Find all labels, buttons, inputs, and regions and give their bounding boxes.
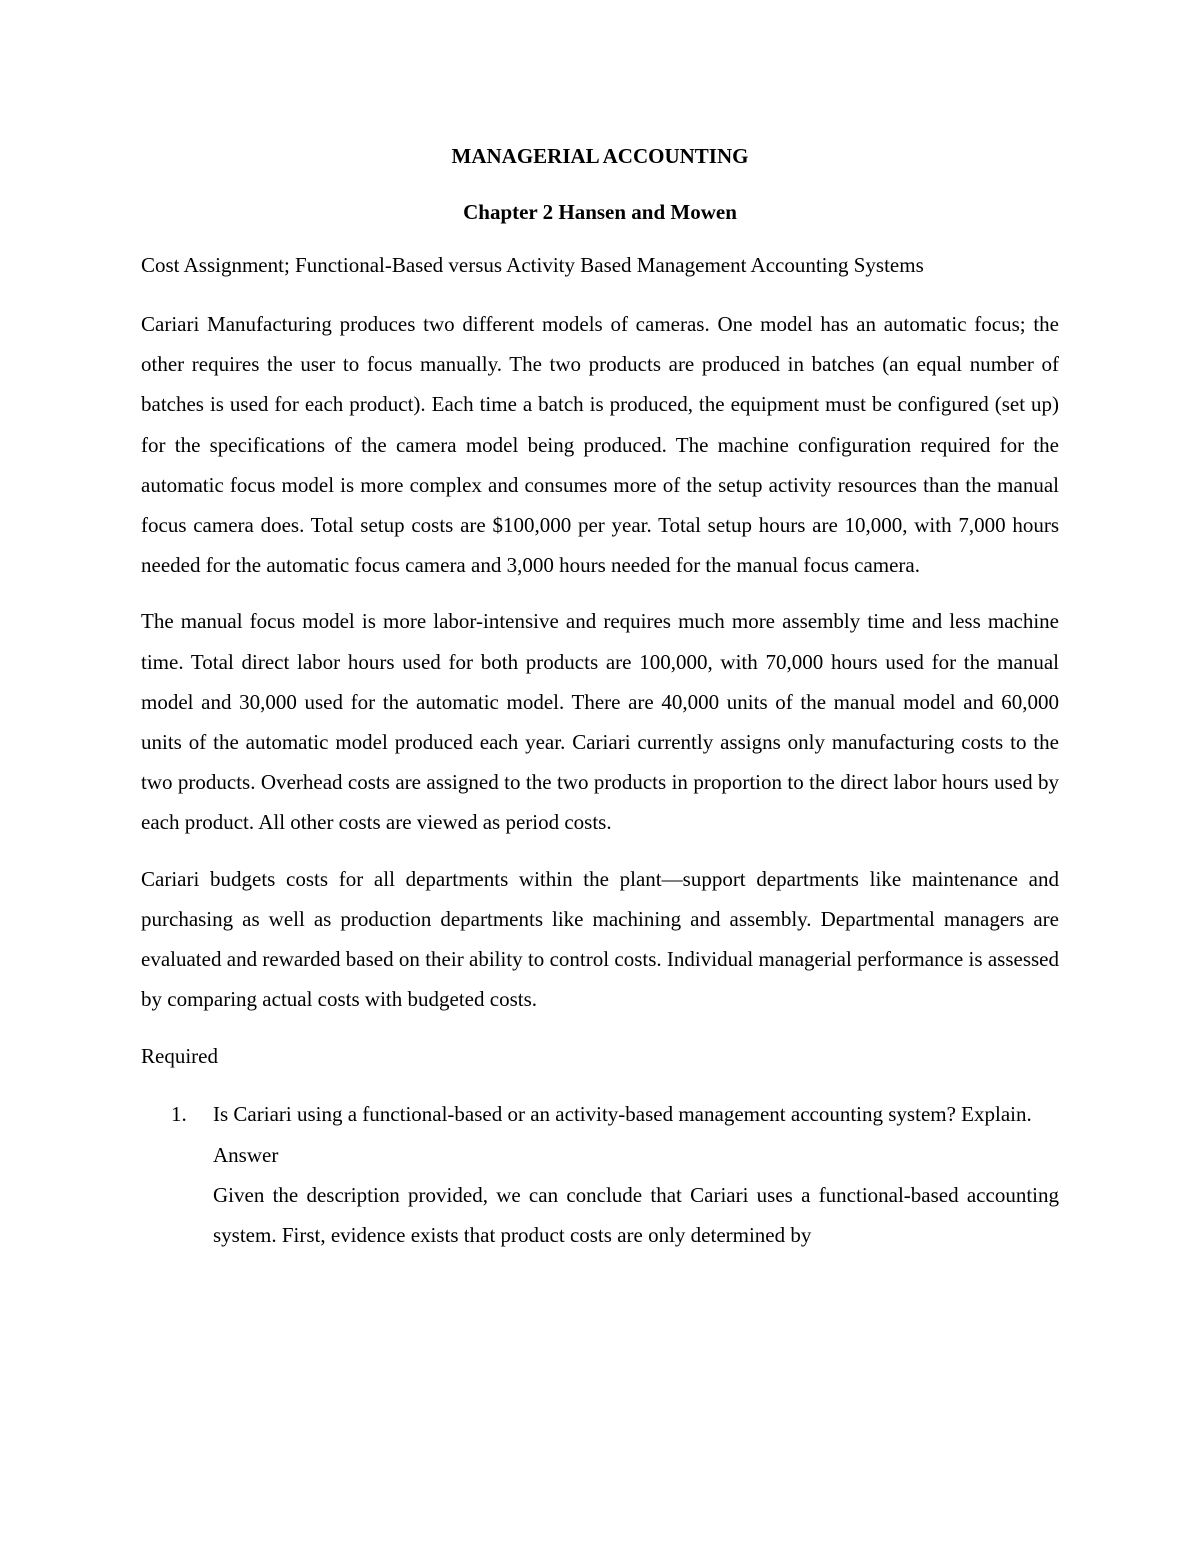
answer-label: Answer (213, 1142, 279, 1167)
paragraph-cariari-intro: Cariari Manufacturing produces two different models of cameras. One model has an automatic focus; the other requires the user to focus manually. The two products are produced in batches (an equal number of batches is used for each product). Each time a batch is produced, the equipment must be configured (set up) for the specifications of the camera model being produced. The machine configuration required for the automatic focus model is more complex and consumes more of the setup activity resources than the manual focus camera does. Total setup costs are $100,000 per year. Total setup hours are 10,000, with 7,000 hours needed for the automatic focus camera and 3,000 hours needed for the manual focus camera. (141, 312, 1059, 578)
question-text: Is Cariari using a functional-based or an activity-based management accounting system? Explain. (213, 1102, 1032, 1127)
topic-line: Cost Assignment; Functional-Based versus Activity Based Management Accounting Systems (141, 253, 924, 277)
question-number: 1. (171, 1102, 187, 1127)
chapter-subtitle: Chapter 2 Hansen and Mowen (463, 200, 737, 224)
required-heading: Required (141, 1044, 218, 1069)
paragraph-budgets: Cariari budgets costs for all departments within the plant—support departments like maintenance and purchasing as well as production departments like machining and assembly. Departmental managers are evaluated and rewarded based on their ability to control costs. Individual managerial performance is assessed by comparing actual costs with budgeted costs. (141, 866, 1059, 1012)
answer-text: Given the description provided, we can conclude that Cariari uses a functional-based accounting system. First, evidence exists that product costs are only determined by (213, 1182, 1059, 1248)
document-page (141, 140, 1059, 1255)
question-item (141, 1094, 1059, 1255)
document-title: MANAGERIAL ACCOUNTING (451, 144, 749, 168)
paragraph-labor-hours: The manual focus model is more labor-intensive and requires much more assembly time and less machine time. Total direct labor hours used for both products are 100,000, with 70,000 hours used for the manual model and 30,000 used for the automatic model. There are 40,000 units of the manual model and 60,000 units of the automatic model produced each year. Cariari currently assigns only manufacturing costs to the two products. Overhead costs are assigned to the two products in proportion to the direct labor hours used by each product. All other costs are viewed as period costs. (141, 609, 1059, 835)
